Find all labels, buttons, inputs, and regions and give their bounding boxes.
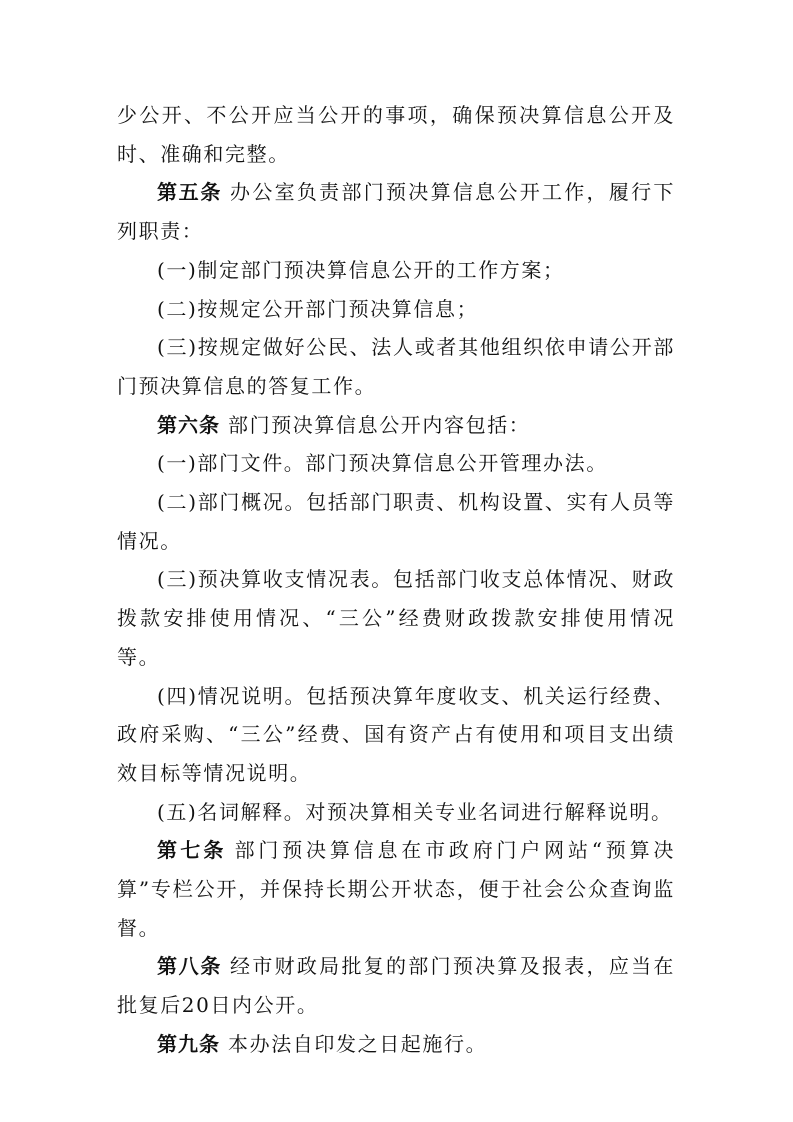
list-item [117, 251, 675, 290]
paragraph-text: (五)名词解释。对预决算相关专业名词进行解释说明。 [157, 799, 673, 824]
paragraph-text: 部门预决算信息公开内容包括： [228, 412, 531, 437]
article-heading: 第五条 [157, 180, 223, 205]
list-item [117, 483, 675, 560]
paragraph-text: (一)制定部门预决算信息公开的工作方案； [157, 257, 565, 282]
article-8 [117, 947, 675, 1024]
paragraph-text: 部门预决算信息在市政府门户网站“预算决算”专栏公开，并保持长期公开状态，便于社会公众查询监督。 [117, 838, 675, 940]
article-5 [117, 173, 675, 250]
paragraph-text: 办公室负责部门预决算信息公开工作，履行下列职责： [117, 180, 676, 244]
paragraph-text: (二)按规定公开部门预决算信息； [157, 296, 479, 321]
paragraph-text: 经市财政局批复的部门预决算及报表，应当在批复后20日内公开。 [117, 954, 676, 1018]
list-item [117, 444, 675, 483]
paragraph-text: 少公开、不公开应当公开的事项，确保预决算信息公开及时、准确和完整。 [117, 103, 675, 166]
paragraph-text: (一)部门文件。部门预决算信息公开管理办法。 [157, 451, 608, 476]
paragraph-text: (三)预决算收支情况表。包括部门收支总体情况、财政拨款安排使用情况、“三公”经费财政拨款安排使用情况等。 [117, 567, 675, 669]
article-heading: 第六条 [157, 412, 220, 437]
list-item [117, 328, 675, 405]
paragraph-text: (二)部门概况。包括部门职责、机构设置、实有人员等情况。 [117, 490, 675, 553]
article-heading: 第八条 [157, 954, 223, 979]
article-7 [117, 831, 675, 947]
paragraph-continuation [117, 96, 675, 173]
list-item [117, 290, 675, 329]
paragraph-text: (四)情况说明。包括预决算年度收支、机关运行经费、政府采购、“三公”经费、国有资产占有使用和项目支出绩效目标等情况说明。 [117, 683, 675, 785]
list-item [117, 793, 675, 832]
list-item [117, 560, 675, 676]
article-heading: 第九条 [157, 1031, 220, 1056]
article-9 [117, 1025, 675, 1064]
paragraph-text: (三)按规定做好公民、法人或者其他组织依申请公开部门预决算信息的答复工作。 [117, 335, 675, 398]
paragraph-text: 本办法自印发之日起施行。 [228, 1031, 488, 1056]
article-6 [117, 406, 675, 445]
list-item [117, 677, 675, 793]
article-heading: 第七条 [157, 838, 227, 863]
